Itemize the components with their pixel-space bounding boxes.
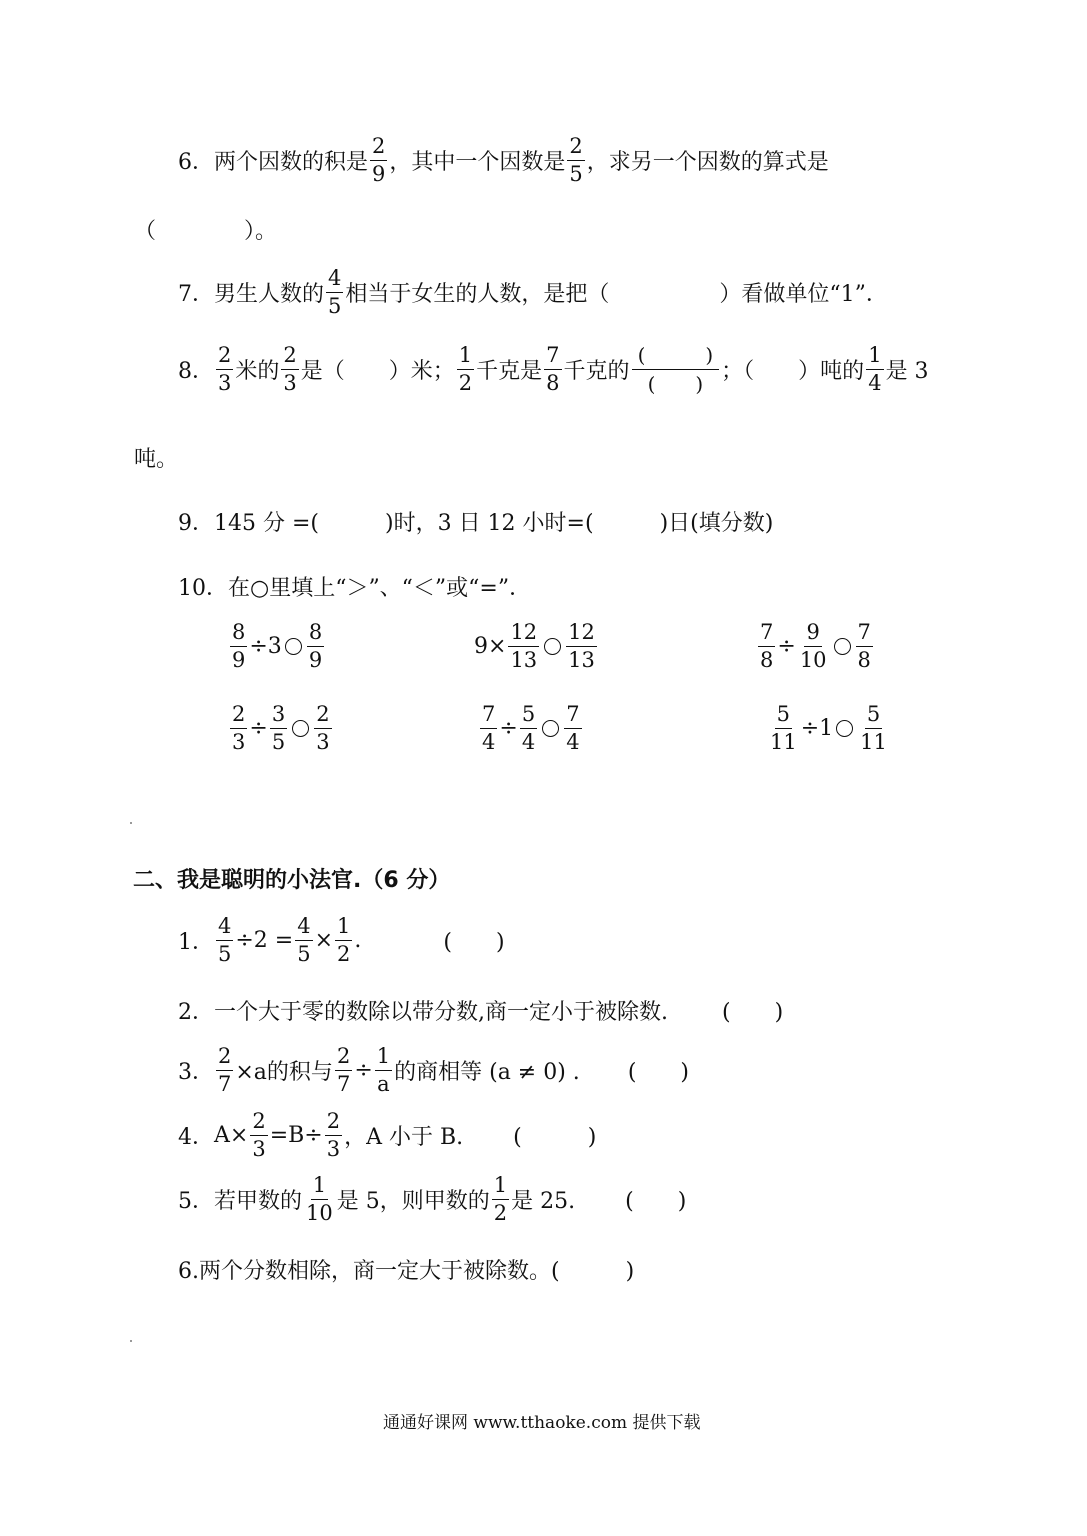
j3-number: 3． <box>178 1060 214 1085</box>
stray-dot <box>130 822 132 824</box>
j5-number: 5． <box>178 1189 214 1214</box>
j2-answer-blank[interactable]: ( ) <box>722 1000 784 1025</box>
denominator: 4 <box>566 730 580 754</box>
numerator: 7 <box>564 704 581 729</box>
q10-i2-frac-a <box>508 622 539 671</box>
denominator: 4 <box>521 730 536 754</box>
denominator: 3 <box>252 1137 266 1161</box>
j4-frac-b <box>325 1111 342 1160</box>
q8-fraction-2 <box>281 345 298 394</box>
numerator: 9 <box>804 622 821 647</box>
j2-text: 2．一个大于零的数除以带分数,商一定小于被除数. <box>178 1000 668 1025</box>
question-8 <box>178 345 929 394</box>
numerator: 12 <box>508 622 539 647</box>
denominator: 11 <box>770 730 797 754</box>
q7-numerator: 4 <box>326 268 343 293</box>
numerator: 1 <box>335 916 352 941</box>
numerator: 2 <box>325 1111 342 1136</box>
q10-i1-frac-b <box>307 622 324 671</box>
numerator: 1 <box>492 1175 509 1200</box>
compare-circle[interactable] <box>544 638 561 655</box>
j1-frac-b <box>295 916 312 965</box>
j4-number: 4． <box>178 1125 214 1150</box>
q8-f1-numerator: 2 <box>216 345 233 370</box>
q8-fraction-1 <box>216 345 233 394</box>
compare-circle[interactable] <box>834 638 851 655</box>
numerator: 5 <box>775 704 792 729</box>
numerator: 2 <box>216 1046 233 1071</box>
q7-text-2: 相当于女生的人数，是把（ ）看做单位“1”． <box>345 282 888 307</box>
q10-i5-frac-b <box>564 704 581 753</box>
numerator: 2 <box>335 1046 352 1071</box>
q8-f5-numerator: 1 <box>866 345 883 370</box>
j1-frac-a <box>216 916 233 965</box>
q10-i5-op: ÷ <box>499 716 518 741</box>
q6-fraction-2 <box>567 136 584 185</box>
denominator: 9 <box>308 648 323 672</box>
q8-f4-numerator: 7 <box>544 345 561 370</box>
q6-fraction-1 <box>370 136 387 185</box>
q10-item-2 <box>474 622 599 671</box>
q8-number: 8． <box>178 359 214 384</box>
j1-text-1: ÷2 = <box>235 928 294 953</box>
q10-i4-frac-b <box>314 704 331 753</box>
numerator: 5 <box>865 704 882 729</box>
q10-i6-frac-a <box>768 704 799 753</box>
denominator: 3 <box>326 1137 341 1161</box>
footer <box>383 1408 700 1433</box>
q7-number: 7． <box>178 282 214 307</box>
denominator: 8 <box>760 648 774 672</box>
judge-6 <box>178 1254 634 1285</box>
j1-number: 1． <box>178 930 214 955</box>
j5-frac-b <box>492 1175 509 1224</box>
denominator: 9 <box>232 648 246 672</box>
denominator: 2 <box>337 942 351 966</box>
numerator: 2 <box>250 1111 267 1136</box>
section-2-title <box>133 863 450 894</box>
denominator: 11 <box>860 730 887 754</box>
q10-i1-frac-a <box>230 622 247 671</box>
q8-f4-denominator: 8 <box>546 371 560 395</box>
q10-i3-frac-m <box>798 622 829 671</box>
denominator: 5 <box>297 942 311 966</box>
j3-answer-blank[interactable]: ( ) <box>627 1060 689 1085</box>
denominator: 13 <box>568 648 595 672</box>
q8-fraction-3 <box>457 345 474 394</box>
q6-text-3: ，求另一个因数的算式是 <box>586 150 829 175</box>
q8-text-3: 千克是 <box>476 359 543 384</box>
judge-3 <box>178 1046 689 1095</box>
question-8-continued <box>134 442 178 473</box>
question-9 <box>178 506 773 537</box>
q10-i4-frac-m <box>270 704 287 753</box>
denominator: 3 <box>232 730 246 754</box>
q10-i3-frac-a <box>758 622 775 671</box>
compare-circle[interactable] <box>542 720 559 737</box>
q10-i2-pre: 9× <box>474 634 507 659</box>
j6-text: 6.两个分数相除，商一定大于被除数。( ) <box>178 1259 635 1284</box>
q8-f2-numerator: 2 <box>281 345 298 370</box>
j3-text-2: ÷ <box>354 1058 373 1083</box>
j4-text-2: =B÷ <box>269 1123 323 1148</box>
numerator: 7 <box>758 622 775 647</box>
q6-f2-numerator: 2 <box>567 136 584 161</box>
j4-text-3: ，A 小于 B. <box>344 1125 464 1150</box>
q8-blank-numerator: ( ) <box>632 345 720 370</box>
q10-i4-op: ÷ <box>249 716 268 741</box>
q9-text: 9．145 分 =( )时，3 日 12 小时=( )日(填分数) <box>178 511 774 536</box>
question-6 <box>178 136 829 185</box>
q7-fraction <box>326 268 343 317</box>
question-7 <box>178 268 888 317</box>
q8-text-6: 是 3 <box>885 359 929 384</box>
denominator: 4 <box>482 730 496 754</box>
q8-blank-fraction <box>632 345 720 394</box>
q7-denominator: 5 <box>328 294 342 318</box>
numerator: 12 <box>566 622 597 647</box>
q8-blank-denominator: ( ) <box>647 372 704 396</box>
j5-text-2: 是 5，则甲数的 <box>336 1189 490 1214</box>
j3-frac-c <box>375 1046 392 1095</box>
denominator: a <box>377 1072 390 1096</box>
j4-frac-a <box>250 1111 267 1160</box>
j5-text-3: 是 25. <box>511 1189 576 1214</box>
j3-text-1: ×a的积与 <box>235 1060 333 1085</box>
q10-item-3 <box>756 622 875 671</box>
j1-text-2: × <box>314 928 334 953</box>
q10-text: 10．在○里填上“＞”、“＜”或“=”． <box>178 576 532 601</box>
numerator: 1 <box>375 1046 392 1071</box>
denominator: 5 <box>218 942 232 966</box>
j3-frac-a <box>216 1046 233 1095</box>
q10-item-5 <box>478 704 584 753</box>
q8-text-1: 米的 <box>235 359 280 384</box>
judge-5 <box>178 1175 686 1224</box>
judge-1 <box>178 916 505 965</box>
j1-frac-c <box>335 916 352 965</box>
question-10 <box>178 571 531 602</box>
q10-i5-frac-m <box>520 704 537 753</box>
question-6-continued <box>134 214 277 245</box>
q8-f2-denominator: 3 <box>283 371 297 395</box>
j3-frac-b <box>335 1046 352 1095</box>
numerator: 1 <box>311 1175 328 1200</box>
j3-text-3: 的商相等 (a ≠ 0) . <box>394 1060 580 1085</box>
denominator: 5 <box>271 730 286 754</box>
numerator: 8 <box>307 622 324 647</box>
q6-text-2: ，其中一个因数是 <box>389 150 566 175</box>
section-2-title-text: 二、我是聪明的小法官.（6 分） <box>133 868 451 893</box>
q6-f1-numerator: 2 <box>370 136 387 161</box>
q8-fraction-5 <box>866 345 883 394</box>
footer-text: 通通好课网 www.tthaoke.com 提供下载 <box>383 1413 701 1433</box>
q10-item-1 <box>228 622 326 671</box>
numerator: 8 <box>230 622 247 647</box>
denominator: 8 <box>857 648 871 672</box>
j1-text-3: . <box>354 928 362 953</box>
j5-frac-a <box>304 1175 335 1224</box>
q8-fraction-4 <box>544 345 561 394</box>
q8-f5-denominator: 4 <box>868 371 882 395</box>
numerator: 4 <box>295 916 312 941</box>
numerator: 5 <box>520 704 537 729</box>
q10-item-6 <box>766 704 891 753</box>
q6-number: 6． <box>178 150 214 175</box>
q6-f1-denominator: 9 <box>372 162 386 186</box>
judge-4 <box>178 1111 596 1160</box>
j1-answer-blank[interactable]: ( ) <box>443 930 505 955</box>
numerator: 4 <box>216 916 233 941</box>
q10-item-4 <box>228 704 334 753</box>
q10-i3-op: ÷ <box>777 634 796 659</box>
denominator: 10 <box>799 648 827 672</box>
q8-text-2: 是（ ）米； <box>300 359 455 384</box>
q6-f2-denominator: 5 <box>569 162 583 186</box>
numerator: 7 <box>480 704 497 729</box>
compare-circle[interactable] <box>836 720 853 737</box>
q10-i6-op: ÷1 <box>800 716 834 741</box>
numerator: 7 <box>856 622 873 647</box>
denominator: 2 <box>493 1201 508 1225</box>
q10-i4-frac-a <box>230 704 247 753</box>
q8-f3-numerator: 1 <box>457 345 474 370</box>
judge-2 <box>178 995 783 1026</box>
denominator: 13 <box>510 648 538 672</box>
q10-i5-frac-a <box>480 704 497 753</box>
q8-text-cont: 吨。 <box>134 447 179 472</box>
q10-i3-frac-b <box>856 622 873 671</box>
q8-text-5: ；（ ）吨的 <box>721 359 865 384</box>
j4-answer-blank[interactable]: ( ) <box>513 1125 597 1150</box>
denominator: 7 <box>336 1072 351 1096</box>
numerator: 2 <box>314 704 331 729</box>
q10-i6-frac-b <box>858 704 889 753</box>
compare-circle[interactable] <box>292 720 309 737</box>
j4-text-1: A× <box>214 1123 249 1148</box>
numerator: 3 <box>270 704 287 729</box>
j5-answer-blank[interactable]: ( ) <box>625 1189 687 1214</box>
denominator: 3 <box>316 730 330 754</box>
denominator: 10 <box>306 1201 333 1225</box>
q8-f1-denominator: 3 <box>218 371 232 395</box>
q8-text-4: 千克的 <box>563 359 630 384</box>
stray-dot <box>130 1340 132 1342</box>
denominator: 7 <box>218 1072 232 1096</box>
numerator: 2 <box>230 704 247 729</box>
j5-text-1: 若甲数的 <box>214 1189 303 1214</box>
q6-text-1: 两个因数的积是 <box>214 150 369 175</box>
q10-i2-frac-b <box>566 622 597 671</box>
q7-text-1: 男生人数的 <box>214 282 325 307</box>
compare-circle[interactable] <box>285 638 302 655</box>
q6-answer-blank: （ ）。 <box>134 219 278 244</box>
q10-i1-op: ÷3 <box>249 634 282 659</box>
q8-f3-denominator: 2 <box>458 371 473 395</box>
